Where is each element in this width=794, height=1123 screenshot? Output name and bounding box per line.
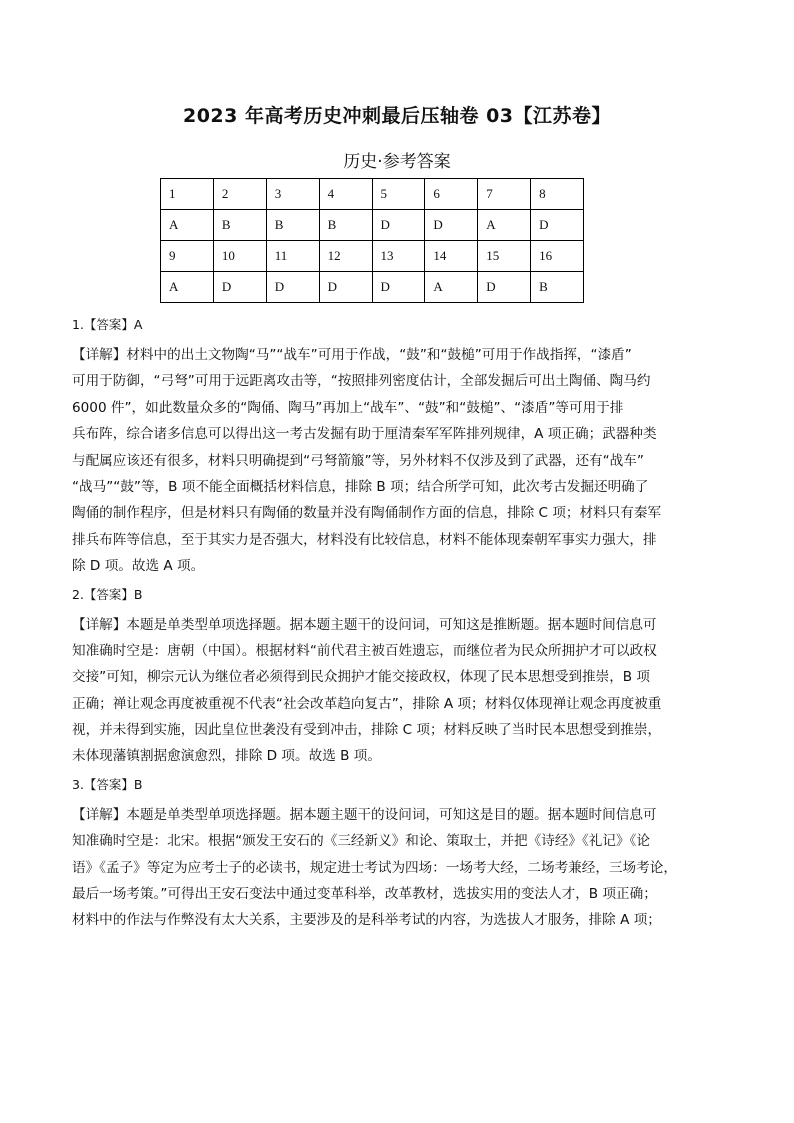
answer-key-cell: D: [425, 210, 478, 241]
question-number-cell: 14: [425, 241, 478, 272]
explanation-line: 可用于防御，“弓弩”可用于远距离攻击等，“按照排列密度估计，全部发掘后可出土陶俑、陶马约: [72, 373, 651, 390]
answer-explanations: [72, 312, 724, 936]
question-number-row: [161, 241, 584, 272]
explanation-line: 视，并未得到实施，因此皇位世袭没有受到冲击，排除 C 项；材料反映了当时民本思想受到推崇，: [72, 722, 662, 739]
explanation-line: 知准确时空是：唐朝（中国）。根据材料“前代君主被百姓遗忘，而继位者为民众所拥护才可以政权: [72, 642, 657, 659]
explanation-line: 语》《孟子》等定为应考士子的必读书，规定进士考试为四场：一场考大经，二场考兼经，三场考论，: [72, 859, 677, 876]
explanation-line: 排兵布阵等信息，至于其实力是否强大，材料没有比较信息，材料不能体现秦朝军事实力强大，排: [72, 531, 657, 548]
explanation-line: 最后一场考策。”可得出王安石变法中通过变革科举，改革教材，选拔实用的变法人才，B 项正确；: [72, 886, 657, 903]
question-number-cell: 11: [266, 241, 319, 272]
explanation-line: 6000 件”，如此数量众多的“陶俑、陶马”再加上“战车”、“鼓”和“鼓槌”、“漆盾”等可用于排: [72, 399, 624, 416]
answer-key-cell: B: [266, 210, 319, 241]
explanation-line: 【详解】本题是单类型单项选择题。据本题主题干的设问词，可知这是推断题。据本题时间信息可: [72, 616, 657, 633]
question-number-cell: 15: [478, 241, 531, 272]
explanation-line: 正确；禅让观念再度被重视不代表“社会改革趋向复古”，排除 A 项；材料仅体现禅让观念再度被重: [72, 695, 662, 712]
explanation-paragraph: [72, 342, 724, 580]
explanation-paragraph: [72, 802, 724, 934]
answer-key-cell: B: [531, 272, 584, 303]
question-number-cell: 12: [319, 241, 372, 272]
explanation-line: 陶俑的制作程序，但是材料只有陶俑的数量并没有陶俑制作方面的信息，排除 C 项；材料只有秦军: [72, 505, 662, 522]
explanation-line: 兵布阵，综合诸多信息可以得出这一考古发掘有助于厘清秦军军阵排列规律，A 项正确；武器种类: [72, 426, 657, 443]
question-number-row: [161, 179, 584, 210]
answer-key-cell: D: [531, 210, 584, 241]
answer-key-cell: D: [372, 272, 425, 303]
answer-key-cell: A: [478, 210, 531, 241]
answer-key-row: [161, 210, 584, 241]
answer-key-cell: D: [266, 272, 319, 303]
explanation-paragraph: [72, 612, 724, 770]
page-subtitle: 历史·参考答案: [343, 152, 451, 172]
question-number-cell: 7: [478, 179, 531, 210]
page-title: 2023 年高考历史冲刺最后压轴卷 03【江苏卷】: [182, 105, 612, 127]
explanation-line: 知准确时空是：北宋。根据“颁发王安石的《三经新义》和论、策取士，并把《诗经》《礼记》《论: [72, 833, 650, 850]
answer-table: [160, 178, 584, 303]
question-number-cell: 16: [531, 241, 584, 272]
question-number-cell: 3: [266, 179, 319, 210]
question-number-cell: 1: [161, 179, 214, 210]
question-number-cell: 9: [161, 241, 214, 272]
explanation-line: 【详解】本题是单类型单项选择题。据本题主题干的设问词，可知这是目的题。据本题时间信息可: [72, 806, 657, 823]
explanation-line: 材料中的作法与作弊没有太大关系，主要涉及的是科举考试的内容，为选拔人才服务，排除 A 项；: [72, 912, 661, 929]
explanation-line: 除 D 项。故选 A 项。: [72, 558, 205, 575]
explanation-line: 未体现藩镇割据愈演愈烈，排除 D 项。故选 B 项。: [72, 748, 381, 765]
question-number-cell: 5: [372, 179, 425, 210]
answer-key-cell: A: [161, 272, 214, 303]
answer-key-row: [161, 272, 584, 303]
answer-line: 2.【答案】B: [72, 586, 143, 602]
question-number-cell: 8: [531, 179, 584, 210]
answer-key-cell: D: [213, 272, 266, 303]
question-number-cell: 10: [213, 241, 266, 272]
answer-key-cell: A: [161, 210, 214, 241]
answer-line: 3.【答案】B: [72, 776, 143, 792]
answer-key-cell: B: [213, 210, 266, 241]
answer-key-cell: A: [425, 272, 478, 303]
question-number-cell: 4: [319, 179, 372, 210]
answer-line: 1.【答案】A: [72, 317, 143, 332]
question-number-cell: 13: [372, 241, 425, 272]
answer-key-cell: B: [319, 210, 372, 241]
question-number-cell: 2: [213, 179, 266, 210]
answer-key-cell: D: [478, 272, 531, 303]
explanation-line: “战马”“鼓”等，B 项不能全面概括材料信息，排除 B 项；结合所学可知，此次考古发掘还明确了: [72, 478, 649, 495]
answer-key-cell: D: [372, 210, 425, 241]
question-number-cell: 6: [425, 179, 478, 210]
explanation-line: 交接”可知，柳宗元认为继位者必须得到民众拥护才能交接政权，体现了民本思想受到推崇，B 项: [72, 669, 651, 686]
answer-key-cell: D: [319, 272, 372, 303]
explanation-line: 与配属应该还有很多，材料只明确提到“弓弩箭箙”等，另外材料不仅涉及到了武器，还有“战车”: [72, 452, 644, 469]
explanation-line: 【详解】材料中的出土文物陶“马”“战车”可用于作战，“鼓”和“鼓槌”可用于作战指挥，“漆盾”: [72, 347, 632, 363]
